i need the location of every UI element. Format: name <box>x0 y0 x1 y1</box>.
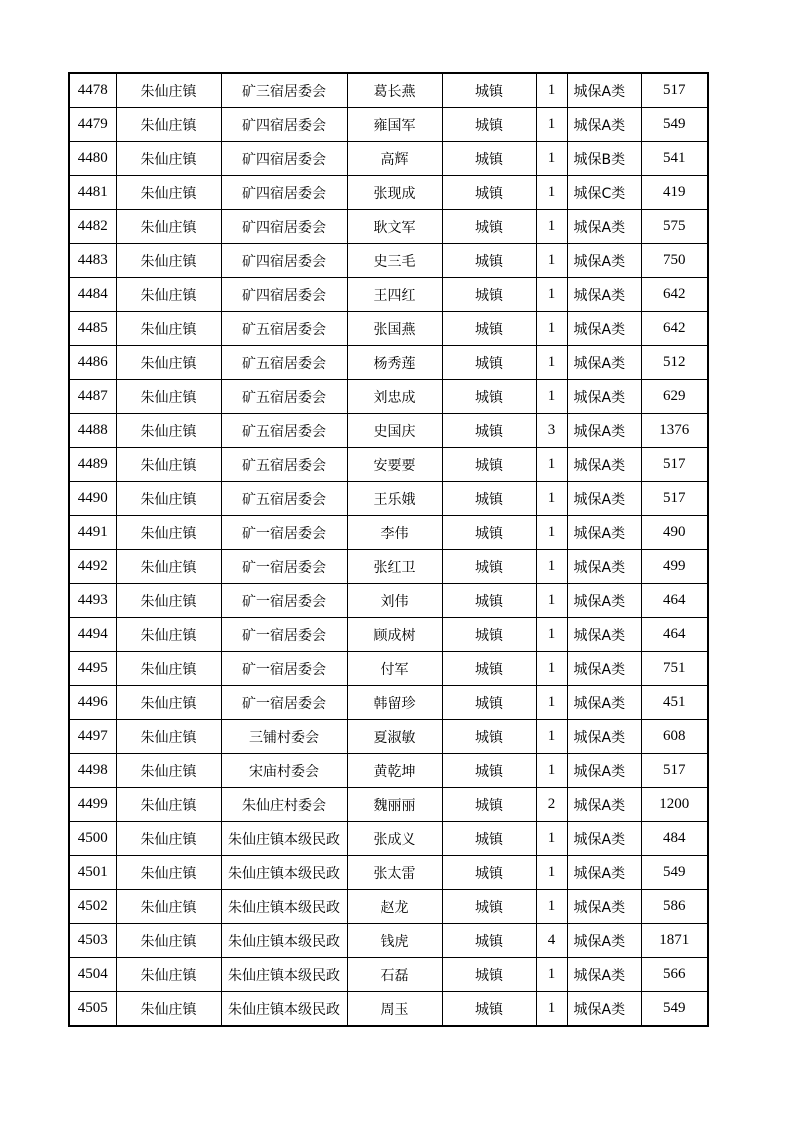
table-row <box>69 244 708 278</box>
cell-count: 1 <box>536 142 567 176</box>
cell-area: 城镇 <box>442 210 536 244</box>
table-row <box>69 618 708 652</box>
cell-name: 刘伟 <box>347 584 442 618</box>
cell-town: 朱仙庄镇 <box>116 380 221 414</box>
cell-committee: 矿一宿居委会 <box>221 584 347 618</box>
cell-area: 城镇 <box>442 652 536 686</box>
cell-type: 城保A类 <box>567 73 641 108</box>
cell-area: 城镇 <box>442 278 536 312</box>
cell-committee: 矿一宿居委会 <box>221 550 347 584</box>
cell-count: 1 <box>536 992 567 1027</box>
cell-count: 1 <box>536 584 567 618</box>
table-row <box>69 720 708 754</box>
cell-type: 城保A类 <box>567 958 641 992</box>
cell-id: 4485 <box>69 312 116 346</box>
cell-count: 1 <box>536 890 567 924</box>
cell-area: 城镇 <box>442 142 536 176</box>
cell-committee: 朱仙庄镇本级民政 <box>221 992 347 1027</box>
cell-committee: 矿一宿居委会 <box>221 516 347 550</box>
cell-amount: 1376 <box>641 414 708 448</box>
cell-name: 张成义 <box>347 822 442 856</box>
cell-amount: 512 <box>641 346 708 380</box>
cell-amount: 464 <box>641 618 708 652</box>
table-row <box>69 142 708 176</box>
cell-area: 城镇 <box>442 686 536 720</box>
cell-town: 朱仙庄镇 <box>116 176 221 210</box>
cell-area: 城镇 <box>442 346 536 380</box>
cell-area: 城镇 <box>442 516 536 550</box>
cell-count: 2 <box>536 788 567 822</box>
table-row <box>69 73 708 108</box>
cell-area: 城镇 <box>442 856 536 890</box>
cell-amount: 464 <box>641 584 708 618</box>
table-row <box>69 176 708 210</box>
cell-id: 4494 <box>69 618 116 652</box>
cell-id: 4482 <box>69 210 116 244</box>
cell-name: 赵龙 <box>347 890 442 924</box>
cell-type: 城保A类 <box>567 482 641 516</box>
cell-amount: 549 <box>641 992 708 1027</box>
cell-type: 城保A类 <box>567 108 641 142</box>
cell-committee: 矿四宿居委会 <box>221 142 347 176</box>
table-row <box>69 992 708 1027</box>
cell-count: 1 <box>536 618 567 652</box>
table-row <box>69 108 708 142</box>
cell-town: 朱仙庄镇 <box>116 856 221 890</box>
cell-town: 朱仙庄镇 <box>116 754 221 788</box>
cell-area: 城镇 <box>442 244 536 278</box>
table-row <box>69 278 708 312</box>
cell-town: 朱仙庄镇 <box>116 890 221 924</box>
table-row <box>69 380 708 414</box>
cell-name: 周玉 <box>347 992 442 1027</box>
cell-town: 朱仙庄镇 <box>116 142 221 176</box>
cell-name: 李伟 <box>347 516 442 550</box>
cell-committee: 矿四宿居委会 <box>221 108 347 142</box>
cell-id: 4487 <box>69 380 116 414</box>
cell-committee: 矿四宿居委会 <box>221 244 347 278</box>
cell-name: 钱虎 <box>347 924 442 958</box>
cell-town: 朱仙庄镇 <box>116 822 221 856</box>
table-row <box>69 652 708 686</box>
cell-area: 城镇 <box>442 176 536 210</box>
cell-area: 城镇 <box>442 482 536 516</box>
cell-town: 朱仙庄镇 <box>116 482 221 516</box>
cell-town: 朱仙庄镇 <box>116 958 221 992</box>
cell-id: 4500 <box>69 822 116 856</box>
cell-area: 城镇 <box>442 414 536 448</box>
cell-committee: 矿一宿居委会 <box>221 618 347 652</box>
cell-committee: 矿一宿居委会 <box>221 686 347 720</box>
table-row <box>69 210 708 244</box>
cell-town: 朱仙庄镇 <box>116 584 221 618</box>
table-body <box>69 73 708 1026</box>
relief-table <box>68 72 709 1027</box>
cell-type: 城保A类 <box>567 448 641 482</box>
cell-count: 1 <box>536 958 567 992</box>
cell-committee: 朱仙庄镇本级民政 <box>221 822 347 856</box>
cell-amount: 642 <box>641 278 708 312</box>
cell-id: 4488 <box>69 414 116 448</box>
cell-committee: 朱仙庄镇本级民政 <box>221 890 347 924</box>
cell-name: 黄乾坤 <box>347 754 442 788</box>
cell-committee: 朱仙庄镇本级民政 <box>221 856 347 890</box>
cell-area: 城镇 <box>442 890 536 924</box>
cell-id: 4484 <box>69 278 116 312</box>
cell-id: 4486 <box>69 346 116 380</box>
cell-name: 韩留珍 <box>347 686 442 720</box>
cell-type: 城保A类 <box>567 890 641 924</box>
cell-type: 城保A类 <box>567 618 641 652</box>
cell-amount: 751 <box>641 652 708 686</box>
cell-type: 城保C类 <box>567 176 641 210</box>
cell-area: 城镇 <box>442 448 536 482</box>
cell-area: 城镇 <box>442 992 536 1027</box>
cell-committee: 矿一宿居委会 <box>221 652 347 686</box>
cell-amount: 549 <box>641 108 708 142</box>
cell-type: 城保B类 <box>567 142 641 176</box>
cell-area: 城镇 <box>442 312 536 346</box>
cell-committee: 朱仙庄村委会 <box>221 788 347 822</box>
cell-committee: 矿四宿居委会 <box>221 278 347 312</box>
cell-amount: 541 <box>641 142 708 176</box>
cell-type: 城保A类 <box>567 584 641 618</box>
cell-amount: 419 <box>641 176 708 210</box>
cell-name: 王四红 <box>347 278 442 312</box>
cell-area: 城镇 <box>442 584 536 618</box>
cell-type: 城保A类 <box>567 822 641 856</box>
cell-count: 1 <box>536 380 567 414</box>
cell-id: 4495 <box>69 652 116 686</box>
cell-amount: 1200 <box>641 788 708 822</box>
cell-type: 城保A类 <box>567 992 641 1027</box>
cell-name: 杨秀莲 <box>347 346 442 380</box>
cell-id: 4503 <box>69 924 116 958</box>
cell-name: 安要要 <box>347 448 442 482</box>
cell-town: 朱仙庄镇 <box>116 346 221 380</box>
cell-amount: 629 <box>641 380 708 414</box>
cell-amount: 484 <box>641 822 708 856</box>
cell-name: 葛长燕 <box>347 73 442 108</box>
table-row <box>69 312 708 346</box>
cell-type: 城保A类 <box>567 278 641 312</box>
cell-area: 城镇 <box>442 618 536 652</box>
cell-town: 朱仙庄镇 <box>116 244 221 278</box>
cell-town: 朱仙庄镇 <box>116 210 221 244</box>
cell-area: 城镇 <box>442 73 536 108</box>
cell-type: 城保A类 <box>567 652 641 686</box>
table-row <box>69 924 708 958</box>
cell-committee: 矿五宿居委会 <box>221 414 347 448</box>
cell-amount: 566 <box>641 958 708 992</box>
cell-id: 4496 <box>69 686 116 720</box>
table-row <box>69 890 708 924</box>
table-row <box>69 550 708 584</box>
cell-committee: 矿四宿居委会 <box>221 176 347 210</box>
cell-town: 朱仙庄镇 <box>116 618 221 652</box>
cell-name: 高辉 <box>347 142 442 176</box>
cell-committee: 矿三宿居委会 <box>221 73 347 108</box>
table-row <box>69 788 708 822</box>
cell-amount: 517 <box>641 754 708 788</box>
table-row <box>69 958 708 992</box>
cell-amount: 549 <box>641 856 708 890</box>
cell-area: 城镇 <box>442 958 536 992</box>
cell-amount: 642 <box>641 312 708 346</box>
cell-type: 城保A类 <box>567 414 641 448</box>
cell-count: 1 <box>536 652 567 686</box>
cell-name: 史三毛 <box>347 244 442 278</box>
cell-amount: 750 <box>641 244 708 278</box>
cell-committee: 矿五宿居委会 <box>221 448 347 482</box>
cell-amount: 517 <box>641 73 708 108</box>
cell-amount: 586 <box>641 890 708 924</box>
cell-count: 1 <box>536 312 567 346</box>
cell-id: 4504 <box>69 958 116 992</box>
cell-count: 1 <box>536 176 567 210</box>
cell-town: 朱仙庄镇 <box>116 652 221 686</box>
cell-area: 城镇 <box>442 720 536 754</box>
cell-count: 1 <box>536 822 567 856</box>
cell-id: 4499 <box>69 788 116 822</box>
table-row <box>69 856 708 890</box>
cell-count: 1 <box>536 448 567 482</box>
cell-town: 朱仙庄镇 <box>116 516 221 550</box>
cell-id: 4497 <box>69 720 116 754</box>
cell-town: 朱仙庄镇 <box>116 686 221 720</box>
cell-town: 朱仙庄镇 <box>116 414 221 448</box>
cell-name: 石磊 <box>347 958 442 992</box>
cell-count: 1 <box>536 686 567 720</box>
cell-amount: 1871 <box>641 924 708 958</box>
cell-type: 城保A类 <box>567 686 641 720</box>
table-row <box>69 482 708 516</box>
table-row <box>69 822 708 856</box>
cell-type: 城保A类 <box>567 788 641 822</box>
cell-committee: 矿四宿居委会 <box>221 210 347 244</box>
cell-amount: 608 <box>641 720 708 754</box>
table-row <box>69 584 708 618</box>
cell-town: 朱仙庄镇 <box>116 992 221 1027</box>
document-page <box>68 72 709 1027</box>
table-row <box>69 754 708 788</box>
cell-name: 史国庆 <box>347 414 442 448</box>
cell-type: 城保A类 <box>567 380 641 414</box>
cell-town: 朱仙庄镇 <box>116 73 221 108</box>
cell-town: 朱仙庄镇 <box>116 448 221 482</box>
cell-area: 城镇 <box>442 108 536 142</box>
cell-name: 张太雷 <box>347 856 442 890</box>
cell-id: 4491 <box>69 516 116 550</box>
cell-count: 4 <box>536 924 567 958</box>
cell-count: 3 <box>536 414 567 448</box>
cell-name: 付军 <box>347 652 442 686</box>
cell-id: 4498 <box>69 754 116 788</box>
cell-id: 4480 <box>69 142 116 176</box>
cell-amount: 575 <box>641 210 708 244</box>
cell-type: 城保A类 <box>567 924 641 958</box>
cell-id: 4493 <box>69 584 116 618</box>
cell-area: 城镇 <box>442 380 536 414</box>
cell-count: 1 <box>536 482 567 516</box>
cell-count: 1 <box>536 754 567 788</box>
cell-area: 城镇 <box>442 924 536 958</box>
cell-id: 4483 <box>69 244 116 278</box>
cell-id: 4490 <box>69 482 116 516</box>
cell-committee: 矿五宿居委会 <box>221 312 347 346</box>
table-row <box>69 346 708 380</box>
cell-id: 4481 <box>69 176 116 210</box>
cell-name: 王乐娥 <box>347 482 442 516</box>
cell-name: 耿文军 <box>347 210 442 244</box>
cell-id: 4505 <box>69 992 116 1027</box>
cell-area: 城镇 <box>442 822 536 856</box>
cell-area: 城镇 <box>442 788 536 822</box>
cell-town: 朱仙庄镇 <box>116 312 221 346</box>
cell-town: 朱仙庄镇 <box>116 924 221 958</box>
cell-name: 夏淑敏 <box>347 720 442 754</box>
cell-committee: 朱仙庄镇本级民政 <box>221 924 347 958</box>
cell-count: 1 <box>536 108 567 142</box>
cell-amount: 499 <box>641 550 708 584</box>
cell-town: 朱仙庄镇 <box>116 550 221 584</box>
cell-count: 1 <box>536 856 567 890</box>
cell-id: 4492 <box>69 550 116 584</box>
cell-count: 1 <box>536 346 567 380</box>
cell-count: 1 <box>536 278 567 312</box>
cell-amount: 451 <box>641 686 708 720</box>
cell-town: 朱仙庄镇 <box>116 720 221 754</box>
cell-count: 1 <box>536 720 567 754</box>
cell-name: 张国燕 <box>347 312 442 346</box>
cell-type: 城保A类 <box>567 856 641 890</box>
cell-town: 朱仙庄镇 <box>116 278 221 312</box>
cell-amount: 490 <box>641 516 708 550</box>
cell-type: 城保A类 <box>567 550 641 584</box>
cell-town: 朱仙庄镇 <box>116 788 221 822</box>
cell-type: 城保A类 <box>567 210 641 244</box>
cell-type: 城保A类 <box>567 346 641 380</box>
cell-type: 城保A类 <box>567 720 641 754</box>
cell-type: 城保A类 <box>567 312 641 346</box>
cell-count: 1 <box>536 244 567 278</box>
cell-type: 城保A类 <box>567 754 641 788</box>
cell-committee: 三铺村委会 <box>221 720 347 754</box>
cell-count: 1 <box>536 73 567 108</box>
cell-id: 4479 <box>69 108 116 142</box>
cell-amount: 517 <box>641 448 708 482</box>
table-row <box>69 414 708 448</box>
table-row <box>69 448 708 482</box>
cell-count: 1 <box>536 550 567 584</box>
cell-name: 张现成 <box>347 176 442 210</box>
cell-name: 雍国军 <box>347 108 442 142</box>
cell-count: 1 <box>536 516 567 550</box>
cell-committee: 矿五宿居委会 <box>221 380 347 414</box>
cell-area: 城镇 <box>442 754 536 788</box>
cell-committee: 矿五宿居委会 <box>221 482 347 516</box>
cell-id: 4502 <box>69 890 116 924</box>
cell-committee: 宋庙村委会 <box>221 754 347 788</box>
table-row <box>69 516 708 550</box>
cell-id: 4478 <box>69 73 116 108</box>
cell-town: 朱仙庄镇 <box>116 108 221 142</box>
cell-committee: 矿五宿居委会 <box>221 346 347 380</box>
cell-name: 张红卫 <box>347 550 442 584</box>
cell-id: 4489 <box>69 448 116 482</box>
cell-count: 1 <box>536 210 567 244</box>
cell-type: 城保A类 <box>567 244 641 278</box>
cell-type: 城保A类 <box>567 516 641 550</box>
table-row <box>69 686 708 720</box>
cell-amount: 517 <box>641 482 708 516</box>
cell-name: 魏丽丽 <box>347 788 442 822</box>
cell-name: 刘忠成 <box>347 380 442 414</box>
cell-id: 4501 <box>69 856 116 890</box>
cell-area: 城镇 <box>442 550 536 584</box>
cell-name: 顾成树 <box>347 618 442 652</box>
cell-committee: 朱仙庄镇本级民政 <box>221 958 347 992</box>
